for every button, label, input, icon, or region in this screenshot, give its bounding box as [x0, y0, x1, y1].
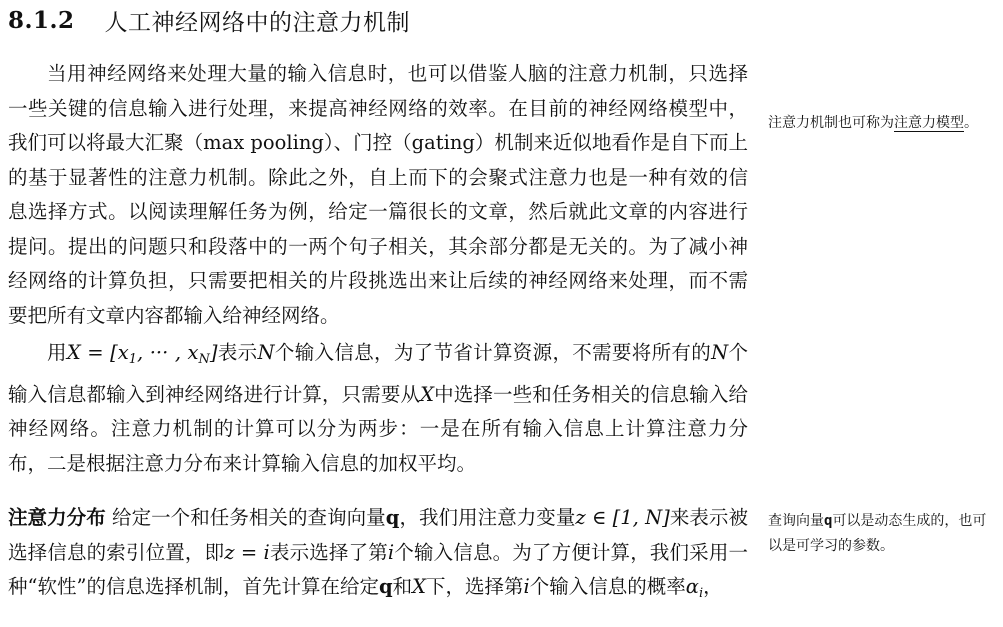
- math-x-1: X: [420, 382, 434, 406]
- note1-end: 。: [964, 115, 978, 131]
- math-alpha-sub: i: [698, 586, 704, 601]
- math-z-definition: z ∈ [1, N]: [575, 506, 670, 529]
- margin-note-2: [768, 509, 988, 559]
- section-heading: [8, 2, 410, 38]
- note2-math-q: q: [824, 513, 833, 529]
- math-sub-1: 1: [128, 352, 137, 367]
- margin-note-1: [768, 111, 988, 136]
- math-x-def-open: X = [x: [66, 341, 129, 364]
- p3-text-8: 个输入信息的概率: [529, 575, 686, 598]
- p2-text-2: 表示: [217, 341, 258, 364]
- math-q-1: q: [385, 506, 400, 529]
- p3-text-9: ，: [703, 575, 723, 598]
- main-text: [8, 57, 748, 612]
- math-n-2: N: [711, 341, 729, 364]
- section-title: 人工神经网络中的注意力机制: [104, 9, 411, 36]
- paragraph-2: [8, 333, 748, 481]
- keyword-attention-distribution: 注意力分布: [8, 506, 106, 529]
- paragraph-3: [8, 501, 748, 612]
- math-x-2: X: [412, 575, 426, 598]
- math-x-def-mid: , ··· , x: [136, 341, 199, 364]
- p3-text-7: 下，选择第: [426, 575, 524, 598]
- math-sub-n: N: [198, 352, 210, 367]
- p3-text-4: 表示选择了第: [269, 540, 388, 564]
- math-z-equals-i: z = i: [224, 540, 270, 564]
- p3-text-1: 给定一个和任务相关的查询向量: [105, 506, 386, 529]
- note2-pre: 查询向量: [768, 513, 824, 529]
- math-x-definition: [66, 341, 218, 367]
- p3-text-5: 个输入信息。为了方便计算，我们采用一种“软性”的信息选择机制，首先计算在给定: [8, 540, 748, 598]
- math-i-2: i: [523, 575, 530, 598]
- p2-text-5: 中选择一些和任务相关的信息输入给神经网络。注意力机制的计算可以分为两步：一是在所有输入信息上计算注意力分布，二是根据注意力分布来计算输入信息的加权平均。: [8, 382, 748, 475]
- math-x-def-close: ]: [209, 341, 218, 364]
- math-n-1: N: [257, 341, 275, 364]
- note2-post: 可以是动态生成的，也可以是可学习的参数。: [768, 513, 987, 554]
- p3-text-2: ，我们用: [399, 506, 478, 529]
- note1-link-attention-model[interactable]: 注意力模型: [894, 115, 964, 131]
- p3-text-3: 来表示被选择信息的索引位置，即: [8, 506, 748, 564]
- math-i-1: i: [387, 540, 395, 564]
- math-q-2: q: [378, 575, 393, 598]
- p2-text-3: 个输入信息，为了节省计算资源，不需要将所有的: [274, 341, 712, 364]
- note1-text: 注意力机制也可称为: [768, 115, 894, 131]
- math-alpha: α: [685, 575, 699, 598]
- section-number: 8.1.2: [8, 6, 75, 34]
- p3-text-6: 和: [392, 575, 413, 598]
- paragraph-1: 当用神经网络来处理大量的输入信息时，也可以借鉴人脑的注意力机制，只选择一些关键的信息输入进行处理，来提高神经网络的效率。在目前的神经网络模型中，我们可以将最大汇聚（max pooling）、门控（gating）机制来近似地看作是自下而上的基于显著性的注意力机制。除此之外，自上而下的会聚式注意力也是一种有效的信息选择方式。以阅读理解任务为例，给定一篇很长的文章，然后就此文章的内容进行提问。提出的问题只和段落中的一两个句子相关，其余部分都是无关的。为了减小神经网络的计算负担，只需要把相关的片段挑选出来让后续的神经网络来处理，而不需要把所有文章内容都输入给神经网络。: [8, 62, 748, 327]
- p2-text-1: 用: [47, 341, 67, 364]
- attention-variable-term: 注意力变量: [477, 506, 576, 529]
- p2-text-4: 个输入信息都输入到神经网络进行计算，只需要从: [8, 341, 748, 406]
